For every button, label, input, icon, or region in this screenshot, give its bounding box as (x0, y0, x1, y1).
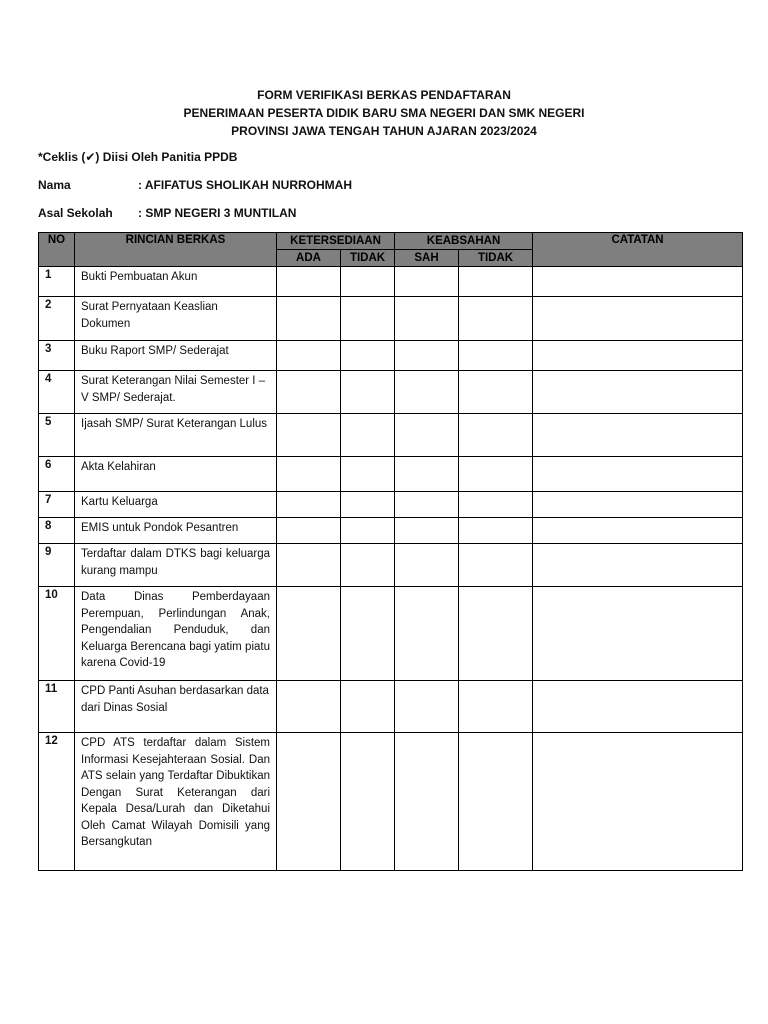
check-tidak-cell[interactable] (341, 518, 395, 544)
table-row (39, 414, 743, 457)
title-line-2: PENERIMAAN PESERTA DIDIK BARU SMA NEGERI DAN SMK NEGERI (183, 106, 585, 120)
table-row (39, 267, 743, 297)
check-tidak-sah-cell[interactable] (459, 492, 533, 518)
check-tidak-cell[interactable] (341, 457, 395, 492)
row-item-text: Ijasah SMP/ Surat Keterangan Lulus (75, 414, 277, 457)
check-ada-cell[interactable] (277, 733, 341, 871)
row-number: 7 (39, 492, 75, 518)
check-ada-cell[interactable] (277, 371, 341, 414)
verification-table (38, 232, 743, 871)
table-row (39, 341, 743, 371)
form-title (0, 86, 768, 140)
row-number: 10 (39, 587, 75, 681)
check-tidak-sah-cell[interactable] (459, 297, 533, 341)
header-keabsahan: KEABSAHAN (395, 233, 533, 250)
row-item-text: Data Dinas Pemberdayaan Perempuan, Perlindungan Anak, Pengendalian Penduduk, dan Keluarga Berencana bagi yatim piatu karena Covid-19 (75, 587, 277, 681)
catatan-cell[interactable] (533, 297, 743, 341)
check-sah-cell[interactable] (395, 371, 459, 414)
header-sah: SAH (395, 250, 459, 267)
check-ada-cell[interactable] (277, 518, 341, 544)
check-tidak-cell[interactable] (341, 587, 395, 681)
nama-label: Nama (38, 178, 71, 192)
table-row (39, 518, 743, 544)
row-item-text: Kartu Keluarga (75, 492, 277, 518)
row-item-text: CPD Panti Asuhan berdasarkan data dari Dinas Sosial (75, 681, 277, 733)
check-sah-cell[interactable] (395, 414, 459, 457)
table-row (39, 297, 743, 341)
check-ada-cell[interactable] (277, 457, 341, 492)
row-number: 1 (39, 267, 75, 297)
row-number: 9 (39, 544, 75, 587)
catatan-cell[interactable] (533, 371, 743, 414)
header-no: NO (39, 233, 75, 267)
row-item-text: Buku Raport SMP/ Sederajat (75, 341, 277, 371)
check-ada-cell[interactable] (277, 267, 341, 297)
check-tidak-sah-cell[interactable] (459, 414, 533, 457)
check-tidak-sah-cell[interactable] (459, 267, 533, 297)
row-number: 8 (39, 518, 75, 544)
asal-sekolah-label: Asal Sekolah (38, 206, 113, 220)
check-tidak-sah-cell[interactable] (459, 341, 533, 371)
nama-value: : AFIFATUS SHOLIKAH NURROHMAH (138, 178, 352, 192)
check-tidak-cell[interactable] (341, 267, 395, 297)
row-number: 6 (39, 457, 75, 492)
check-ada-cell[interactable] (277, 681, 341, 733)
row-item-text: Surat Keterangan Nilai Semester I – V SMP/ Sederajat. (75, 371, 277, 414)
asal-sekolah-value: : SMP NEGERI 3 MUNTILAN (138, 206, 297, 220)
table-row (39, 544, 743, 587)
check-tidak-cell[interactable] (341, 733, 395, 871)
checklist-note: *Ceklis (✔) Diisi Oleh Panitia PPDB (38, 150, 238, 164)
catatan-cell[interactable] (533, 492, 743, 518)
row-item-text: Terdaftar dalam DTKS bagi keluarga kurang mampu (75, 544, 277, 587)
catatan-cell[interactable] (533, 587, 743, 681)
table-row (39, 371, 743, 414)
asal-sekolah-row (38, 206, 296, 220)
check-sah-cell[interactable] (395, 544, 459, 587)
table-row (39, 733, 743, 871)
header-ada: ADA (277, 250, 341, 267)
check-sah-cell[interactable] (395, 492, 459, 518)
row-item-text: Akta Kelahiran (75, 457, 277, 492)
header-tidak-keabsahan: TIDAK (459, 250, 533, 267)
check-ada-cell[interactable] (277, 492, 341, 518)
check-tidak-sah-cell[interactable] (459, 681, 533, 733)
row-number: 5 (39, 414, 75, 457)
catatan-cell[interactable] (533, 518, 743, 544)
title-line-3: PROVINSI JAWA TENGAH TAHUN AJARAN 2023/2024 (231, 124, 537, 138)
check-sah-cell[interactable] (395, 341, 459, 371)
catatan-cell[interactable] (533, 544, 743, 587)
check-tidak-sah-cell[interactable] (459, 544, 533, 587)
check-tidak-cell[interactable] (341, 492, 395, 518)
check-tidak-cell[interactable] (341, 414, 395, 457)
check-sah-cell[interactable] (395, 518, 459, 544)
header-tidak-ketersediaan: TIDAK (341, 250, 395, 267)
check-sah-cell[interactable] (395, 681, 459, 733)
row-item-text: CPD ATS terdaftar dalam Sistem Informasi Kesejahteraan Sosial. Dan ATS selain yang Terdaftar Dibuktikan Dengan Surat Keterangan dari Kepala Desa/Lurah dan Diketahui Oleh Camat Wilayah Domisili yang Bersangkutan (75, 733, 277, 871)
check-ada-cell[interactable] (277, 414, 341, 457)
row-number: 11 (39, 681, 75, 733)
catatan-cell[interactable] (533, 733, 743, 871)
catatan-cell[interactable] (533, 457, 743, 492)
check-sah-cell[interactable] (395, 733, 459, 871)
header-ketersediaan: KETERSEDIAAN (277, 233, 395, 250)
header-rincian-berkas: RINCIAN BERKAS (75, 233, 277, 267)
catatan-cell[interactable] (533, 681, 743, 733)
table-row (39, 681, 743, 733)
check-sah-cell[interactable] (395, 587, 459, 681)
table-row (39, 457, 743, 492)
check-ada-cell[interactable] (277, 341, 341, 371)
check-tidak-sah-cell[interactable] (459, 587, 533, 681)
table-row (39, 492, 743, 518)
check-ada-cell[interactable] (277, 587, 341, 681)
check-tidak-cell[interactable] (341, 297, 395, 341)
check-ada-cell[interactable] (277, 544, 341, 587)
catatan-cell[interactable] (533, 267, 743, 297)
header-catatan: CATATAN (533, 233, 743, 267)
catatan-cell[interactable] (533, 414, 743, 457)
row-item-text: Bukti Pembuatan Akun (75, 267, 277, 297)
table-row (39, 587, 743, 681)
check-tidak-cell[interactable] (341, 681, 395, 733)
check-sah-cell[interactable] (395, 297, 459, 341)
check-tidak-sah-cell[interactable] (459, 371, 533, 414)
check-tidak-sah-cell[interactable] (459, 457, 533, 492)
row-item-text: Surat Pernyataan Keaslian Dokumen (75, 297, 277, 341)
check-tidak-cell[interactable] (341, 341, 395, 371)
check-tidak-sah-cell[interactable] (459, 733, 533, 871)
row-number: 3 (39, 341, 75, 371)
check-tidak-sah-cell[interactable] (459, 518, 533, 544)
check-sah-cell[interactable] (395, 457, 459, 492)
catatan-cell[interactable] (533, 341, 743, 371)
row-number: 12 (39, 733, 75, 871)
check-tidak-cell[interactable] (341, 544, 395, 587)
check-sah-cell[interactable] (395, 267, 459, 297)
title-line-1: FORM VERIFIKASI BERKAS PENDAFTARAN (257, 88, 511, 102)
row-number: 4 (39, 371, 75, 414)
nama-row (38, 178, 352, 192)
row-number: 2 (39, 297, 75, 341)
row-item-text: EMIS untuk Pondok Pesantren (75, 518, 277, 544)
check-tidak-cell[interactable] (341, 371, 395, 414)
check-ada-cell[interactable] (277, 297, 341, 341)
